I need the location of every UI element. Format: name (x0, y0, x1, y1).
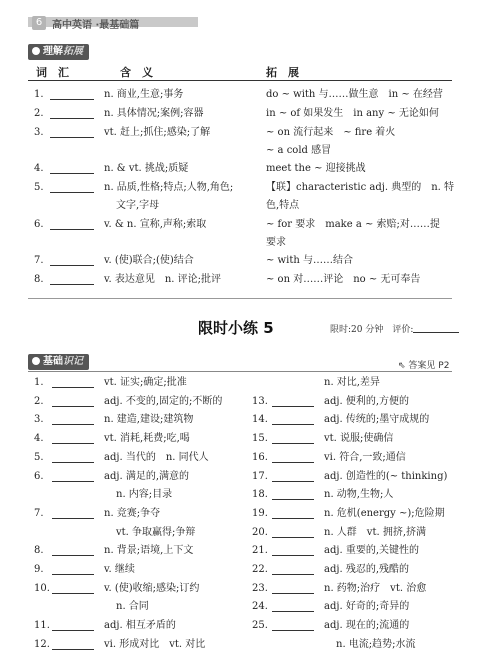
answer-blank[interactable] (50, 88, 94, 100)
item-meaning: adj. 相互矛盾的 (104, 620, 176, 632)
row-extension: in ~ of 如果发生 in any ~ 无论如何 (266, 108, 439, 119)
item-meaning: vt. 争取赢得;争辩 (116, 526, 196, 538)
right-top-meaning: n. 对比,差异 (324, 377, 380, 388)
answer-blank[interactable] (52, 582, 94, 594)
item-number: 17. (252, 470, 268, 482)
badge-prefix: 理解 (43, 46, 63, 57)
row-extension: 色,特点 (266, 200, 300, 211)
row-meaning: v. & n. 宣称,声称;索取 (104, 219, 207, 230)
item-meaning: v. 继续 (104, 564, 135, 575)
evaluation-blank[interactable] (413, 323, 459, 333)
section-badge-understand (28, 44, 89, 60)
row-number: 8. (34, 274, 44, 285)
item-number: 15. (252, 433, 268, 445)
answer-blank[interactable] (52, 413, 94, 425)
item-number: 21. (252, 545, 268, 557)
item-meaning: vt. 说服;使确信 (324, 433, 394, 445)
row-extension: ~ with 与……结合 (266, 255, 353, 266)
badge-prefix: 基础 (43, 356, 63, 367)
item-number: 25. (252, 620, 268, 632)
answer-blank[interactable] (52, 507, 94, 519)
time-evaluation (330, 322, 459, 335)
answer-blank[interactable] (52, 544, 94, 556)
item-meaning: n. 背景;语境,上下文 (104, 545, 194, 557)
answer-blank[interactable] (272, 451, 314, 463)
row-extension: ~ on 对……评论 no ~ 无可奉告 (266, 274, 421, 285)
item-meaning: v. (使)收缩;感染;订约 (104, 582, 200, 594)
item-number: 13. (252, 395, 268, 407)
badge-highlight: 识记 (63, 356, 83, 367)
answer-blank[interactable] (50, 181, 94, 193)
answer-blank[interactable] (272, 526, 314, 538)
item-number: 7. (34, 507, 44, 519)
answer-blank[interactable] (272, 432, 314, 444)
item-number: 9. (34, 564, 44, 575)
item-number: 11. (34, 620, 50, 632)
item-meaning: adj. 传统的;墨守成规的 (324, 414, 430, 426)
row-extension: 要求 (266, 237, 286, 248)
answer-blank[interactable] (52, 376, 94, 388)
item-meaning: adj. 当代的 n. 同代人 (104, 451, 209, 463)
row-number: 7. (34, 255, 44, 266)
answer-blank[interactable] (52, 432, 94, 444)
row-number: 3. (34, 127, 44, 138)
row-meaning: n. 品质,性格;特点;人物,角色; (104, 182, 234, 193)
row-number: 2. (34, 108, 44, 119)
column-header-extension: 拓 展 (266, 66, 299, 79)
item-meaning: adj. 满足的,满意的 (104, 470, 189, 482)
row-extension: ~ on 流行起来 ~ fire 着火 (266, 127, 396, 138)
item-number: 24. (252, 601, 268, 613)
header-title: 高中英语 ·最基础篇 (52, 20, 140, 31)
item-meaning: n. 动物,生物;人 (324, 489, 394, 501)
bullet-icon (32, 357, 40, 365)
answer-blank[interactable] (50, 254, 94, 266)
item-number: 8. (34, 545, 44, 557)
item-number: 1. (34, 377, 44, 388)
answer-blank[interactable] (272, 600, 314, 612)
row-meaning: vt. 赶上;抓住;感染;了解 (104, 127, 211, 138)
item-number: 18. (252, 489, 268, 501)
item-number: 12. (34, 638, 50, 650)
row-meaning: n. 具体情况;案例;容器 (104, 108, 204, 119)
item-meaning: adj. 便利的,方便的 (324, 395, 409, 407)
item-meaning: vi. 符合,一致;通信 (324, 451, 406, 463)
answer-blank[interactable] (272, 395, 314, 407)
item-number: 19. (252, 507, 268, 519)
item-meaning: adj. 重要的,关键性的 (324, 545, 419, 557)
section-badge-basic (28, 354, 89, 370)
item-meaning: adj. 不变的,固定的;不断的 (104, 395, 223, 407)
row-number: 5. (34, 182, 44, 193)
answer-reference: ⇖ 答案见 P2 (398, 361, 450, 371)
answer-blank[interactable] (52, 638, 94, 650)
item-meaning: n. 合同 (116, 601, 149, 613)
item-number: 2. (34, 395, 44, 407)
item-meaning: adj. 现在的;流通的 (324, 620, 410, 632)
answer-blank[interactable] (52, 395, 94, 407)
item-meaning: n. 药物;治疗 vt. 治愈 (324, 582, 427, 594)
answer-blank[interactable] (272, 544, 314, 556)
badge-highlight: 拓展 (63, 46, 83, 57)
row-extension: ~ a cold 感冒 (266, 145, 332, 156)
item-meaning: n. 建造,建设;建筑物 (104, 414, 194, 426)
page-header (0, 0, 480, 34)
row-meaning: n. & vt. 挑战;质疑 (104, 163, 189, 174)
item-meaning: adj. 好奇的;奇异的 (324, 601, 410, 613)
item-meaning: n. 内容;目录 (116, 489, 173, 501)
answer-blank[interactable] (52, 470, 94, 482)
item-number: 10. (34, 582, 50, 594)
item-number: 5. (34, 451, 44, 463)
row-number: 4. (34, 163, 44, 174)
answer-blank[interactable] (50, 162, 94, 174)
answer-blank[interactable] (50, 273, 94, 285)
answer-blank[interactable] (272, 470, 314, 482)
time-label: 限时:20 分钟 评价: (330, 325, 414, 335)
row-meaning: v. (使)联合;(使)结合 (104, 255, 194, 266)
item-number: 6. (34, 470, 44, 482)
row-extension: meet the ~ 迎接挑战 (266, 163, 366, 174)
bullet-icon (32, 47, 40, 55)
item-meaning: adj. 创造性的(~ thinking) (324, 470, 448, 482)
answer-blank[interactable] (52, 563, 94, 575)
row-number: 6. (34, 219, 44, 230)
answer-blank[interactable] (52, 619, 94, 631)
header-divider (28, 80, 452, 81)
item-meaning: vt. 消耗,耗费;吃,喝 (104, 433, 190, 445)
row-meaning-cont: 文字,字母 (116, 200, 160, 211)
item-number: 23. (252, 582, 268, 594)
answer-blank[interactable] (272, 582, 314, 594)
table-bottom-divider (28, 298, 452, 299)
item-meaning: n. 竞赛;争夺 (104, 507, 161, 519)
row-extension: do ~ with 与……做生意 in ~ 在经营 (266, 89, 443, 100)
section2-divider (28, 371, 452, 372)
answer-blank[interactable] (50, 107, 94, 119)
row-meaning: v. 表达意见 n. 评论;批评 (104, 274, 221, 285)
item-meaning: vi. 形成对比 vt. 对比 (104, 638, 206, 650)
answer-blank[interactable] (272, 507, 314, 519)
answer-blank[interactable] (272, 488, 314, 500)
row-number: 1. (34, 89, 44, 100)
answer-blank[interactable] (272, 413, 314, 425)
answer-blank[interactable] (50, 126, 94, 138)
item-meaning: n. 危机(energy ~);危险期 (324, 507, 445, 519)
item-meaning: n. 电流;趋势;水流 (336, 638, 416, 650)
item-number: 4. (34, 433, 44, 445)
answer-blank[interactable] (50, 218, 94, 230)
item-meaning: adj. 残忍的,残酷的 (324, 564, 409, 575)
item-number: 14. (252, 414, 268, 426)
item-number: 20. (252, 526, 268, 538)
column-header-vocab: 词 汇 (36, 66, 69, 79)
answer-blank[interactable] (272, 619, 314, 631)
page-number: 6 (32, 16, 46, 30)
row-extension: 【联】characteristic adj. 典型的 n. 特 (266, 182, 455, 193)
section-title: 限时小练 5 (198, 319, 274, 337)
item-number: 3. (34, 414, 44, 426)
item-meaning: vt. 证实;确定;批准 (104, 377, 187, 388)
answer-ref-text: 答案见 P2 (408, 361, 450, 371)
item-number: 22. (252, 564, 268, 575)
item-number: 16. (252, 451, 268, 463)
row-extension: ~ for 要求 make a ~ 索赔;对……提 (266, 219, 440, 230)
answer-blank[interactable] (272, 563, 314, 575)
column-header-meaning: 含 义 (120, 66, 153, 79)
answer-blank[interactable] (52, 451, 94, 463)
row-meaning: n. 商业,生意;事务 (104, 89, 184, 100)
item-meaning: n. 人群 vt. 拥挤,挤满 (324, 526, 427, 538)
